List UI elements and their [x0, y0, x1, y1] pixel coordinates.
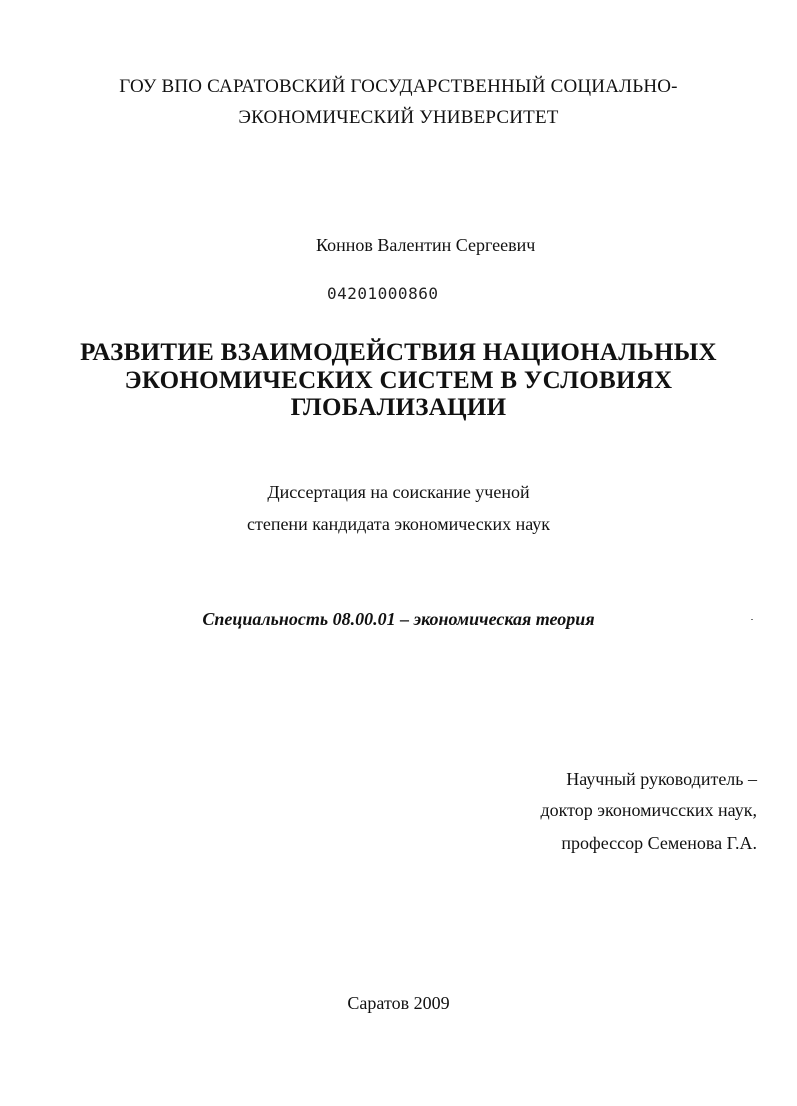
degree-line-2: степени кандидата экономических наук — [246, 514, 551, 534]
supervisor-line-3: профессор Семенова Г.А. — [561, 833, 757, 853]
degree-line-1: Диссертация на соискание ученой — [267, 482, 530, 502]
supervisor-line-2: доктор экономичсских наук, — [540, 800, 757, 820]
university-name-line-2: ЭКОНОМИЧЕСКИЙ УНИВЕРСИТЕТ — [238, 107, 559, 128]
specialty: Специальность 08.00.01 – экономическая теория — [202, 609, 595, 629]
city-year: Саратов 2009 — [347, 993, 450, 1013]
dissertation-title-line-3: ГЛОБАЛИЗАЦИИ — [290, 394, 507, 421]
university-name-line-1: ГОУ ВПО САРАТОВСКИЙ ГОСУДАРСТВЕННЫЙ СОЦИАЛЬНО- — [119, 76, 678, 97]
scan-speck — [751, 619, 753, 620]
supervisor-line-1: Научный руководитель – — [566, 769, 757, 789]
dissertation-title-line-1: РАЗВИТИЕ ВЗАИМОДЕЙСТВИЯ НАЦИОНАЛЬНЫХ — [80, 339, 717, 366]
registry-number: 04201000860 — [327, 284, 439, 303]
author-name: Коннов Валентин Сергеевич — [316, 235, 536, 255]
dissertation-title-line-2: ЭКОНОМИЧЕСКИХ СИСТЕМ В УСЛОВИЯХ — [124, 367, 673, 394]
